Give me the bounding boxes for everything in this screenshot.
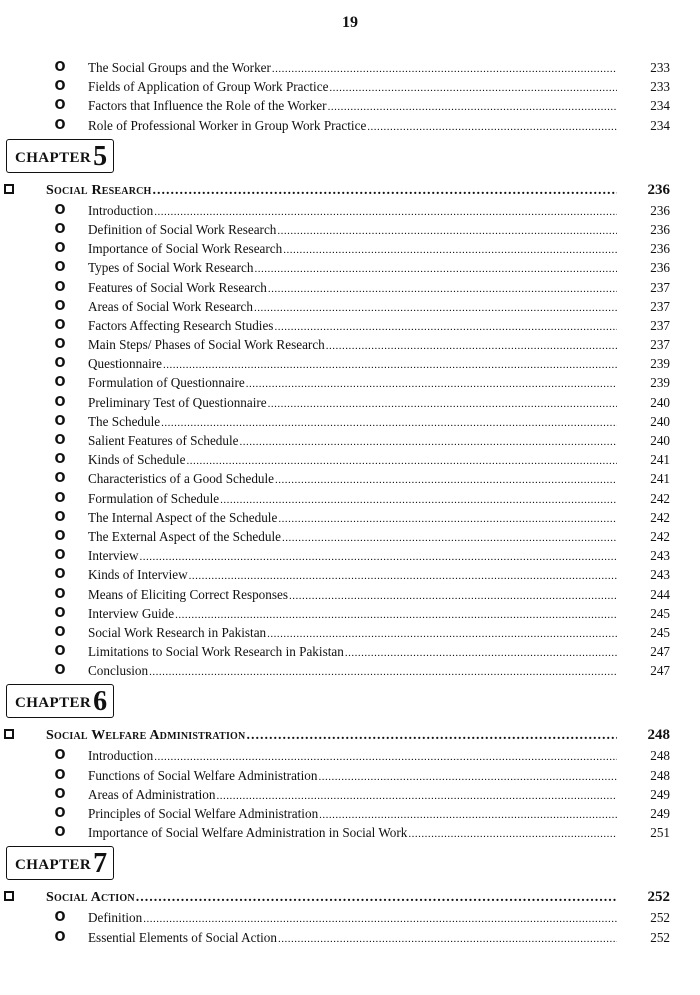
toc-entry-title: Areas of Administration bbox=[88, 786, 216, 802]
circle-bullet-icon: O bbox=[54, 394, 66, 410]
toc-entry-title: The Social Groups and the Worker bbox=[88, 60, 271, 75]
toc-entry-page: 239 bbox=[650, 356, 670, 372]
continued-list bbox=[0, 58, 700, 135]
circle-bullet-icon: O bbox=[54, 221, 66, 237]
toc-entry-title: Preliminary Test of Questionnaire bbox=[88, 394, 267, 410]
circle-bullet-icon: O bbox=[54, 586, 66, 602]
toc-entry-page: 245 bbox=[650, 605, 670, 621]
chapter-label: CHAPTER bbox=[15, 857, 92, 874]
circle-bullet-icon: O bbox=[54, 356, 66, 372]
toc-entry-page: 247 bbox=[650, 644, 670, 660]
section-entry[interactable] bbox=[0, 724, 700, 746]
toc-entry-title: Factors that Influence the Role of the Worker bbox=[88, 98, 327, 114]
circle-bullet-icon: O bbox=[54, 624, 66, 640]
page-number: 19 bbox=[342, 14, 358, 31]
toc-entry[interactable] bbox=[0, 412, 700, 431]
circle-bullet-icon: O bbox=[54, 98, 66, 114]
toc-entry[interactable] bbox=[0, 623, 700, 642]
toc-entry-page: 249 bbox=[650, 806, 670, 821]
toc-entry[interactable] bbox=[0, 77, 700, 96]
square-bullet-icon bbox=[4, 729, 14, 739]
toc-entry-title: Introduction bbox=[88, 748, 154, 764]
toc-entry[interactable] bbox=[0, 335, 700, 354]
toc-entry[interactable] bbox=[0, 746, 700, 765]
toc-entry-page: 241 bbox=[650, 471, 670, 487]
chapter-number: 7 bbox=[93, 848, 108, 880]
toc-entry-page: 242 bbox=[650, 509, 670, 525]
toc-entry-page: 245 bbox=[650, 624, 670, 640]
toc-entry[interactable] bbox=[0, 766, 700, 785]
toc-entry-page: 239 bbox=[650, 375, 670, 391]
toc-entry-title: Main Steps/ Phases of Social Work Research bbox=[88, 337, 325, 353]
circle-bullet-icon: O bbox=[54, 528, 66, 544]
toc-entry-page: 242 bbox=[650, 528, 670, 544]
toc-entry-title: The Schedule bbox=[88, 413, 161, 429]
circle-bullet-icon: O bbox=[54, 375, 66, 391]
toc-entry[interactable] bbox=[0, 546, 700, 565]
toc-entry[interactable] bbox=[0, 373, 700, 392]
toc-entry-title: Fields of Application of Group Work Practice bbox=[88, 79, 329, 95]
toc-entry[interactable] bbox=[0, 297, 700, 316]
toc-entry-title: Kinds of Interview bbox=[88, 567, 188, 583]
toc-entry-page: 234 bbox=[650, 98, 670, 114]
toc-entry[interactable] bbox=[0, 565, 700, 584]
toc-entry-title: Definition bbox=[88, 910, 143, 926]
circle-bullet-icon: O bbox=[54, 567, 66, 583]
toc-entry-page: 240 bbox=[650, 413, 670, 429]
toc-entry[interactable] bbox=[0, 278, 700, 297]
toc-entry-page: 243 bbox=[650, 567, 670, 583]
section-page: 248 bbox=[647, 727, 670, 744]
circle-bullet-icon: O bbox=[54, 548, 66, 564]
toc-entry-title: Essential Elements of Social Action bbox=[88, 929, 277, 945]
toc-entry[interactable] bbox=[0, 431, 700, 450]
circle-bullet-icon: O bbox=[54, 767, 66, 783]
chapter-badge bbox=[6, 684, 114, 718]
toc-entry[interactable] bbox=[0, 469, 700, 488]
dot-leader bbox=[278, 930, 617, 949]
toc-entry-page: 236 bbox=[650, 260, 670, 276]
toc-entry-title: Limitations to Social Work Research in Pakistan bbox=[88, 644, 344, 660]
toc-entry-title: Functions of Social Welfare Administration bbox=[88, 767, 318, 783]
toc-entry[interactable] bbox=[0, 116, 700, 135]
toc-entry[interactable] bbox=[0, 258, 700, 277]
toc-entry-title: Factors Affecting Research Studies bbox=[88, 317, 274, 333]
circle-bullet-icon: O bbox=[54, 241, 66, 257]
chapter-6-items bbox=[0, 746, 700, 842]
circle-bullet-icon: O bbox=[54, 748, 66, 764]
toc-entry-title: Formulation of Questionnaire bbox=[88, 375, 245, 391]
toc-entry-page: 243 bbox=[650, 548, 670, 564]
chapter-label: CHAPTER bbox=[15, 149, 92, 166]
toc-entry[interactable] bbox=[0, 393, 700, 412]
toc-entry[interactable] bbox=[0, 316, 700, 335]
toc-entry-page: 236 bbox=[650, 241, 670, 257]
toc-entry[interactable] bbox=[0, 201, 700, 220]
circle-bullet-icon: O bbox=[54, 298, 66, 314]
toc-entry-page: 252 bbox=[650, 910, 670, 926]
circle-bullet-icon: O bbox=[54, 644, 66, 660]
table-of-contents bbox=[0, 58, 700, 947]
toc-entry[interactable] bbox=[0, 354, 700, 373]
toc-entry-page: 233 bbox=[650, 79, 670, 95]
circle-bullet-icon: O bbox=[54, 317, 66, 333]
toc-entry[interactable] bbox=[0, 508, 700, 527]
toc-entry-page: 236 bbox=[650, 202, 670, 218]
chapter-7-heading bbox=[0, 842, 700, 886]
chapter-label: CHAPTER bbox=[15, 695, 92, 712]
toc-entry[interactable] bbox=[0, 823, 700, 842]
toc-entry-page: 237 bbox=[650, 279, 670, 295]
toc-entry-page: 242 bbox=[650, 490, 670, 506]
toc-entry-title: Conclusion bbox=[88, 663, 149, 679]
toc-entry-title: Areas of Social Work Research bbox=[88, 298, 253, 314]
toc-entry[interactable] bbox=[0, 661, 700, 680]
section-entry[interactable] bbox=[0, 886, 700, 908]
circle-bullet-icon: O bbox=[54, 452, 66, 468]
toc-entry[interactable] bbox=[0, 450, 700, 469]
circle-bullet-icon: O bbox=[54, 806, 66, 821]
toc-entry-title: Means of Eliciting Correct Responses bbox=[88, 586, 288, 602]
circle-bullet-icon: O bbox=[54, 509, 66, 525]
toc-entry-title: Features of Social Work Research bbox=[88, 279, 267, 295]
chapter-number: 6 bbox=[93, 686, 108, 718]
toc-entry-page: 244 bbox=[650, 586, 670, 602]
chapter-number: 5 bbox=[93, 140, 108, 172]
toc-entry-page: 237 bbox=[650, 298, 670, 314]
chapter-6-heading bbox=[0, 680, 700, 724]
toc-entry[interactable] bbox=[0, 604, 700, 623]
circle-bullet-icon: O bbox=[54, 929, 66, 945]
toc-entry-title: Role of Professional Worker in Group Work Practice bbox=[88, 117, 367, 133]
toc-entry-title: Interview bbox=[88, 548, 139, 564]
toc-entry-title: Introduction bbox=[88, 202, 154, 218]
circle-bullet-icon: O bbox=[54, 910, 66, 926]
dot-leader bbox=[136, 887, 617, 909]
toc-entry-title: The External Aspect of the Schedule bbox=[88, 528, 281, 544]
circle-bullet-icon: O bbox=[54, 60, 66, 75]
toc-entry-page: 240 bbox=[650, 394, 670, 410]
circle-bullet-icon: O bbox=[54, 605, 66, 621]
toc-entry-title: Principles of Social Welfare Administration bbox=[88, 806, 319, 821]
toc-entry[interactable] bbox=[0, 58, 700, 77]
toc-entry[interactable] bbox=[0, 908, 700, 927]
toc-entry-title: Formulation of Schedule bbox=[88, 490, 220, 506]
toc-entry-page: 233 bbox=[650, 60, 670, 75]
toc-entry[interactable] bbox=[0, 527, 700, 546]
toc-entry-page: 251 bbox=[650, 825, 670, 841]
toc-entry-page: 236 bbox=[650, 221, 670, 237]
toc-entry[interactable] bbox=[0, 804, 700, 823]
circle-bullet-icon: O bbox=[54, 279, 66, 295]
chapter-badge bbox=[6, 139, 114, 173]
dot-leader bbox=[153, 180, 617, 202]
toc-entry[interactable] bbox=[0, 96, 700, 115]
circle-bullet-icon: O bbox=[54, 490, 66, 506]
section-entry[interactable] bbox=[0, 179, 700, 201]
square-bullet-icon bbox=[4, 891, 14, 901]
toc-entry-page: 248 bbox=[650, 748, 670, 764]
toc-entry-title: Social Work Research in Pakistan bbox=[88, 624, 267, 640]
toc-entry-page: 241 bbox=[650, 452, 670, 468]
toc-entry-title: Interview Guide bbox=[88, 605, 175, 621]
section-page: 236 bbox=[647, 181, 670, 198]
toc-entry-page: 249 bbox=[650, 786, 670, 802]
toc-entry-page: 252 bbox=[650, 929, 670, 945]
circle-bullet-icon: O bbox=[54, 260, 66, 276]
toc-entry-title: Kinds of Schedule bbox=[88, 452, 186, 468]
circle-bullet-icon: O bbox=[54, 337, 66, 353]
circle-bullet-icon: O bbox=[54, 202, 66, 218]
toc-entry-title: Importance of Social Welfare Administration in Social Work bbox=[88, 825, 408, 841]
toc-entry-title: Salient Features of Schedule bbox=[88, 433, 239, 448]
toc-entry[interactable] bbox=[0, 585, 700, 604]
section-page: 252 bbox=[647, 889, 670, 906]
toc-entry-title: Characteristics of a Good Schedule bbox=[88, 471, 275, 487]
chapter-7-items bbox=[0, 908, 700, 946]
chapter-5-heading bbox=[0, 135, 700, 179]
toc-entry-title: Importance of Social Work Research bbox=[88, 241, 283, 257]
chapter-5-items bbox=[0, 201, 700, 681]
section-title: Social Welfare Administration bbox=[46, 728, 246, 744]
toc-entry[interactable] bbox=[0, 489, 700, 508]
toc-entry-page: 237 bbox=[650, 317, 670, 333]
toc-entry-page: 247 bbox=[650, 663, 670, 679]
section-title: Social Research bbox=[46, 182, 152, 198]
toc-entry-title: Types of Social Work Research bbox=[88, 260, 254, 276]
chapter-badge bbox=[6, 846, 114, 880]
section-title: Social Action bbox=[46, 890, 135, 906]
toc-entry[interactable] bbox=[0, 785, 700, 804]
circle-bullet-icon: O bbox=[54, 786, 66, 802]
toc-entry[interactable] bbox=[0, 239, 700, 258]
toc-entry-page: 234 bbox=[650, 117, 670, 133]
toc-entry[interactable] bbox=[0, 220, 700, 239]
circle-bullet-icon: O bbox=[54, 433, 66, 448]
circle-bullet-icon: O bbox=[54, 825, 66, 841]
toc-entry-title: Questionnaire bbox=[88, 356, 162, 372]
toc-entry-title: The Internal Aspect of the Schedule bbox=[88, 509, 278, 525]
toc-entry[interactable] bbox=[0, 928, 700, 947]
toc-entry-page: 240 bbox=[650, 433, 670, 448]
circle-bullet-icon: O bbox=[54, 117, 66, 133]
toc-entry-page: 237 bbox=[650, 337, 670, 353]
circle-bullet-icon: O bbox=[54, 471, 66, 487]
toc-entry-page: 248 bbox=[650, 767, 670, 783]
toc-entry[interactable] bbox=[0, 642, 700, 661]
circle-bullet-icon: O bbox=[54, 413, 66, 429]
dot-leader bbox=[246, 725, 617, 747]
circle-bullet-icon: O bbox=[54, 79, 66, 95]
circle-bullet-icon: O bbox=[54, 663, 66, 679]
toc-entry-title: Definition of Social Work Research bbox=[88, 221, 277, 237]
square-bullet-icon bbox=[4, 184, 14, 194]
